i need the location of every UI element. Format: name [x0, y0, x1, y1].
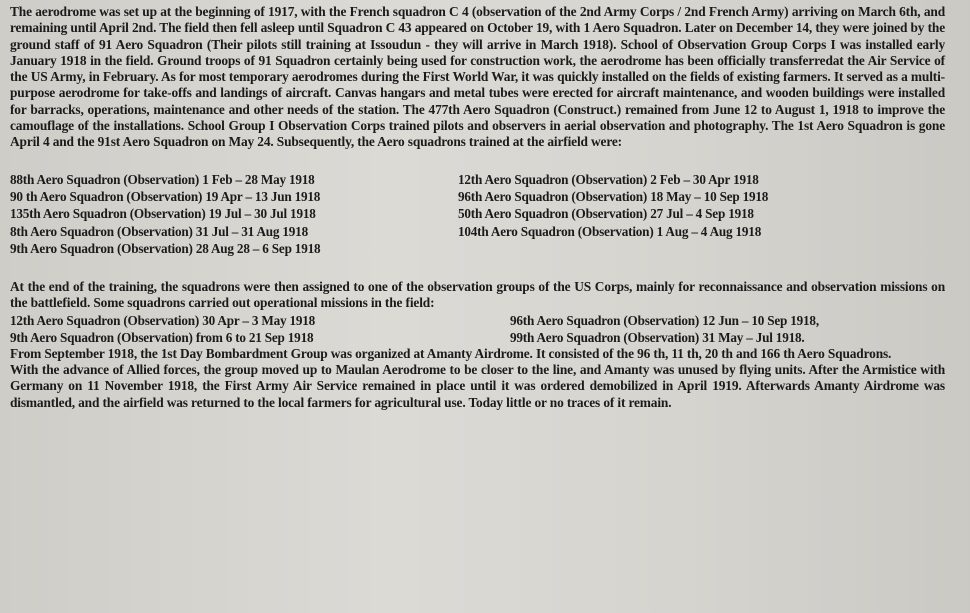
trained-squadrons-list	[10, 171, 945, 257]
operational-missions-right-column	[510, 312, 940, 346]
list-item: 135th Aero Squadron (Observation) 19 Jul – 30 Jul 1918	[10, 206, 316, 222]
list-item: 8th Aero Squadron (Observation) 31 Jul – 31 Aug 1918	[10, 223, 308, 239]
list-item: 96th Aero Squadron (Observation) 12 Jun – 10 Sep 1918,	[510, 312, 819, 328]
list-item: 12th Aero Squadron (Observation) 30 Apr – 3 May 1918	[10, 312, 316, 328]
intro-paragraph: The aerodrome was set up at the beginning of 1917, with the French squadron C 4 (observation of the 2nd Army Corps / 2nd French Army) arriving on March 6th, and remaining until April 2nd. The field then fell asleep until Squadron C 43 appeared on October 19, with 1 Aero Squadron. Later on December 14, they were joined by the ground staff of 91 Aero Squadron (Their pilots still training at Issoudun - they will arrive in March 1918). School of Observation Group Corps I was installed early January 1918 in the field. Ground troops of 91 Squadron certainly being used for construction work, the aerodrome has been officially transferredat the Air Service of the US Army, in February. As for most temporary aerodromes during the First World War, it was quickly installed on the fields of existing farmers. It served as a multi-purpose aerodrome for take-offs and landings of aircraft. Canvas hangars and metal tubes were erected for aircraft maintenance, and wooden buildings were installed for barracks, operations, maintenance and other needs of the station. The 477th Aero Squadron (Construct.) remained from June 12 to August 1, 1918 to improve the camouflage of the installations. School Group I Observation Corps trained pilots and observers in aerial observation and photography. The 1st Aero Squadron is gone April 4 and the 91st Aero Squadron on May 24. Subsequently, the Aero squadrons trained at the airfield were:	[10, 4, 945, 150]
training-end-paragraph: At the end of the training, the squadrons were then assigned to one of the observation groups of the US Corps, mainly for reconnaissance and observation missions on the battlefield. Some squadrons carried out operational missions in the field:	[10, 279, 945, 311]
list-item: 50th Aero Squadron (Observation) 27 Jul – 4 Sep 1918	[458, 206, 754, 222]
list-item: 104th Aero Squadron (Observation) 1 Aug – 4 Aug 1918	[458, 223, 762, 239]
list-item: 90 th Aero Squadron (Observation) 19 Apr – 13 Jun 1918	[10, 188, 321, 204]
operational-missions-list	[10, 312, 945, 346]
allied-advance-paragraph: With the advance of Allied forces, the group moved up to Maulan Aerodrome to be closer to the line, and Amanty was unused by flying units. After the Armistice with Germany on 11 November 1918, the First Army Air Service remained in place until it was ordered demobilized in April 1919. Afterwards Amanty Airdrome was dismantled, and the airfield was returned to the local farmers for agricultural use. Today little or no traces of it remain.	[10, 362, 945, 410]
operational-missions-left-column	[10, 312, 510, 346]
list-item: 96th Aero Squadron (Observation) 18 May – 10 Sep 1918	[458, 188, 769, 204]
trained-squadrons-left-column	[10, 171, 458, 257]
list-item: 88th Aero Squadron (Observation) 1 Feb – 28 May 1918	[10, 171, 315, 187]
list-item: 9th Aero Squadron (Observation) from 6 to 21 Sep 1918	[10, 329, 314, 345]
bombardment-group-paragraph: From September 1918, the 1st Day Bombardment Group was organized at Amanty Airdrome. It consisted of the 96 th, 11 th, 20 th and 166 th Aero Squadrons.	[10, 345, 892, 361]
list-item: 12th Aero Squadron (Observation) 2 Feb – 30 Apr 1918	[458, 171, 759, 187]
document-page	[10, 4, 945, 411]
list-item: 99th Aero Squadron (Observation) 31 May – Jul 1918.	[510, 329, 805, 345]
trained-squadrons-right-column	[458, 171, 938, 257]
list-item: 9th Aero Squadron (Observation) 28 Aug 28 – 6 Sep 1918	[10, 240, 321, 256]
